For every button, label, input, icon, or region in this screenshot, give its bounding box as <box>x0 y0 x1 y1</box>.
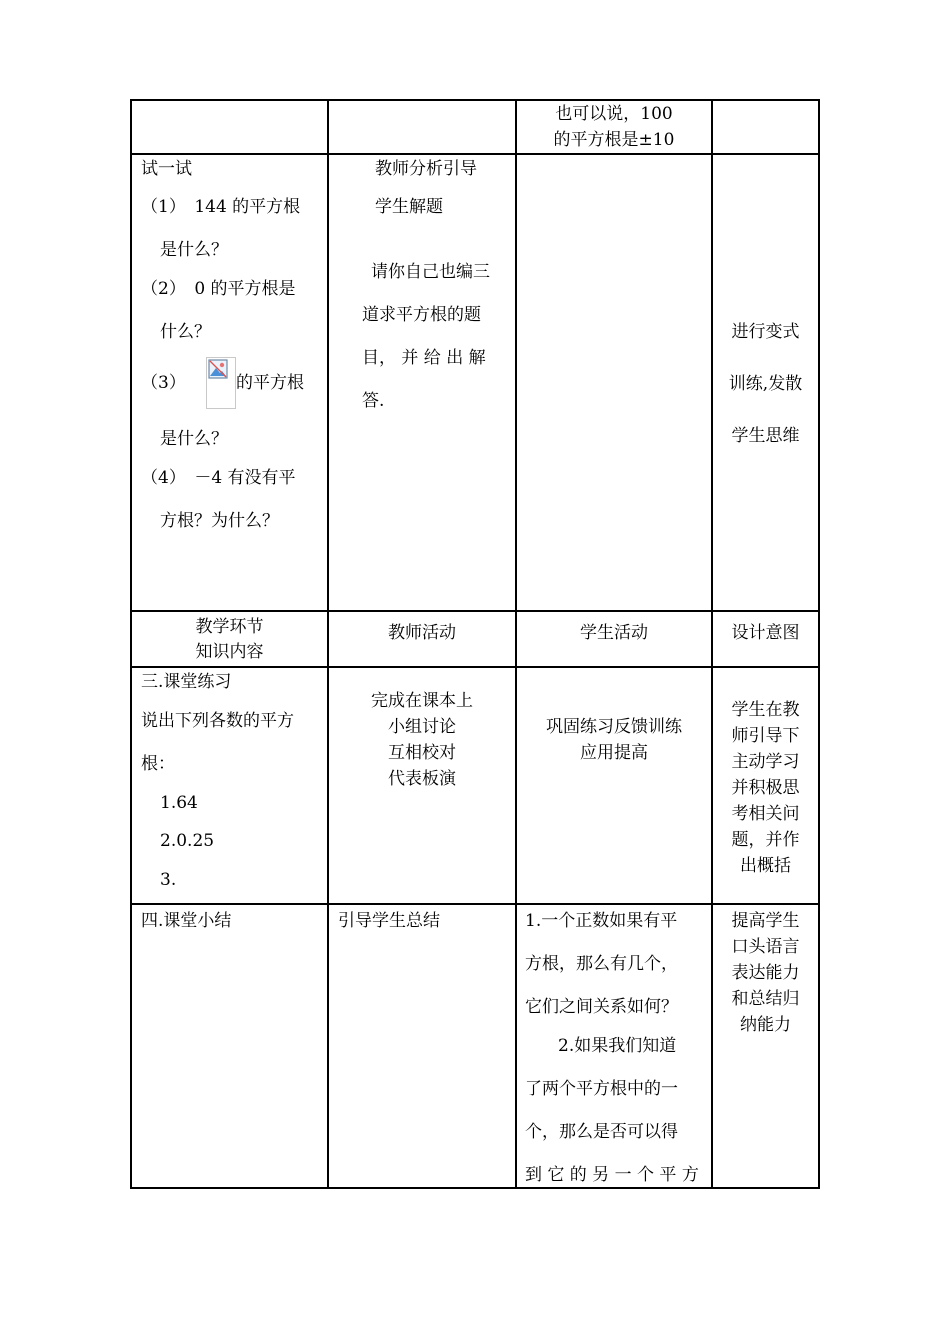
column-divider <box>327 99 329 1189</box>
row-divider <box>130 610 820 612</box>
student-activity-line: 它们之间关系如何？ <box>525 997 678 1017</box>
design-intent-line: 学生思维 <box>731 426 800 446</box>
question-4-cont: 方根？为什么？ <box>160 511 279 531</box>
teacher-activity-line: 完成在课本上 <box>371 691 473 711</box>
question-1-cont: 是什么？ <box>160 240 228 260</box>
table-border-bottom <box>130 1187 820 1189</box>
header-knowledge-content: 知识内容 <box>195 642 264 662</box>
design-intent-line: 考相关问 <box>731 804 800 824</box>
question-2: （2） 0 的平方根是 <box>141 279 296 299</box>
student-activity-line: 应用提高 <box>580 743 648 763</box>
teacher-activity-line: 教师分析引导 <box>375 159 477 179</box>
teacher-activity-line: 引导学生总结 <box>338 911 440 931</box>
student-activity-line: 方根，那么有几个， <box>525 954 678 974</box>
design-intent-line: 题，并作 <box>731 830 800 850</box>
header-teaching-stage: 教学环节 <box>195 617 264 637</box>
design-intent-line: 训练,发散 <box>728 374 803 394</box>
design-intent-line: 并积极思 <box>731 778 800 798</box>
row-divider <box>130 666 820 668</box>
design-intent-line: 口头语言 <box>731 937 800 957</box>
student-activity-line: 个，那么是否可以得 <box>525 1122 678 1142</box>
table-border-right <box>818 99 820 1189</box>
question-4: （4） －4 有没有平 <box>141 468 296 488</box>
practice-instruction-cont: 根： <box>141 754 175 774</box>
student-activity-line: 巩固练习反馈训练 <box>546 717 682 737</box>
design-intent-line: 进行变式 <box>731 322 800 342</box>
header-teacher-activity: 教师活动 <box>388 623 456 643</box>
teacher-activity-line: 道求平方根的题 <box>362 305 481 325</box>
header-design-intent: 设计意图 <box>731 623 800 643</box>
student-activity-line: 了两个平方根中的一 <box>525 1079 678 1099</box>
try-it-title: 试一试 <box>141 159 192 179</box>
question-3-suffix: 的平方根 <box>236 373 304 393</box>
practice-instruction: 说出下列各数的平方 <box>141 711 294 731</box>
teacher-activity-line: 目， 并 给 出 解 <box>362 348 486 368</box>
student-activity-line: 到 它 的 另 一 个 平 方 <box>525 1165 699 1185</box>
design-intent-line: 纳能力 <box>740 1015 791 1035</box>
practice-item: 3. <box>160 870 177 890</box>
design-intent-line: 师引导下 <box>731 726 800 746</box>
teacher-activity-line: 互相校对 <box>388 743 456 763</box>
design-intent-line: 学生在教 <box>731 700 800 720</box>
row-divider <box>130 153 820 155</box>
row0-col3-line1: 也可以说，100 <box>555 104 673 124</box>
teacher-activity-line: 学生解题 <box>375 197 443 217</box>
header-student-activity: 学生活动 <box>580 623 648 643</box>
design-intent-line: 和总结归 <box>731 989 800 1009</box>
student-activity-line: 2.如果我们知道 <box>558 1036 677 1056</box>
practice-item: 2.0.25 <box>160 831 215 851</box>
row-divider <box>130 903 820 905</box>
student-activity-line: 1.一个正数如果有平 <box>525 911 678 931</box>
broken-image-icon <box>208 359 228 379</box>
practice-item: 1.64 <box>160 793 198 813</box>
design-intent-line: 主动学习 <box>731 752 800 772</box>
summary-title: 四.课堂小结 <box>141 911 232 931</box>
column-divider <box>515 99 517 1189</box>
table-border-top <box>130 99 820 101</box>
question-1: （1） 144 的平方根 <box>141 197 301 217</box>
question-3-cont: 是什么？ <box>160 429 228 449</box>
design-intent-line: 提高学生 <box>731 911 800 931</box>
teacher-activity-line: 小组讨论 <box>388 717 456 737</box>
practice-title: 三.课堂练习 <box>141 672 232 692</box>
row0-col3-line2: 的平方根是±10 <box>553 130 675 150</box>
question-3-prefix: （3） <box>141 373 186 393</box>
question-3-image <box>206 357 236 409</box>
question-2-cont: 什么？ <box>160 322 211 342</box>
design-intent-line: 出概括 <box>740 856 791 876</box>
teacher-activity-line: 请你自己也编三 <box>371 262 490 282</box>
design-intent-line: 表达能力 <box>731 963 800 983</box>
teacher-activity-line: 代表板演 <box>388 769 456 789</box>
teacher-activity-line: 答. <box>362 391 385 411</box>
